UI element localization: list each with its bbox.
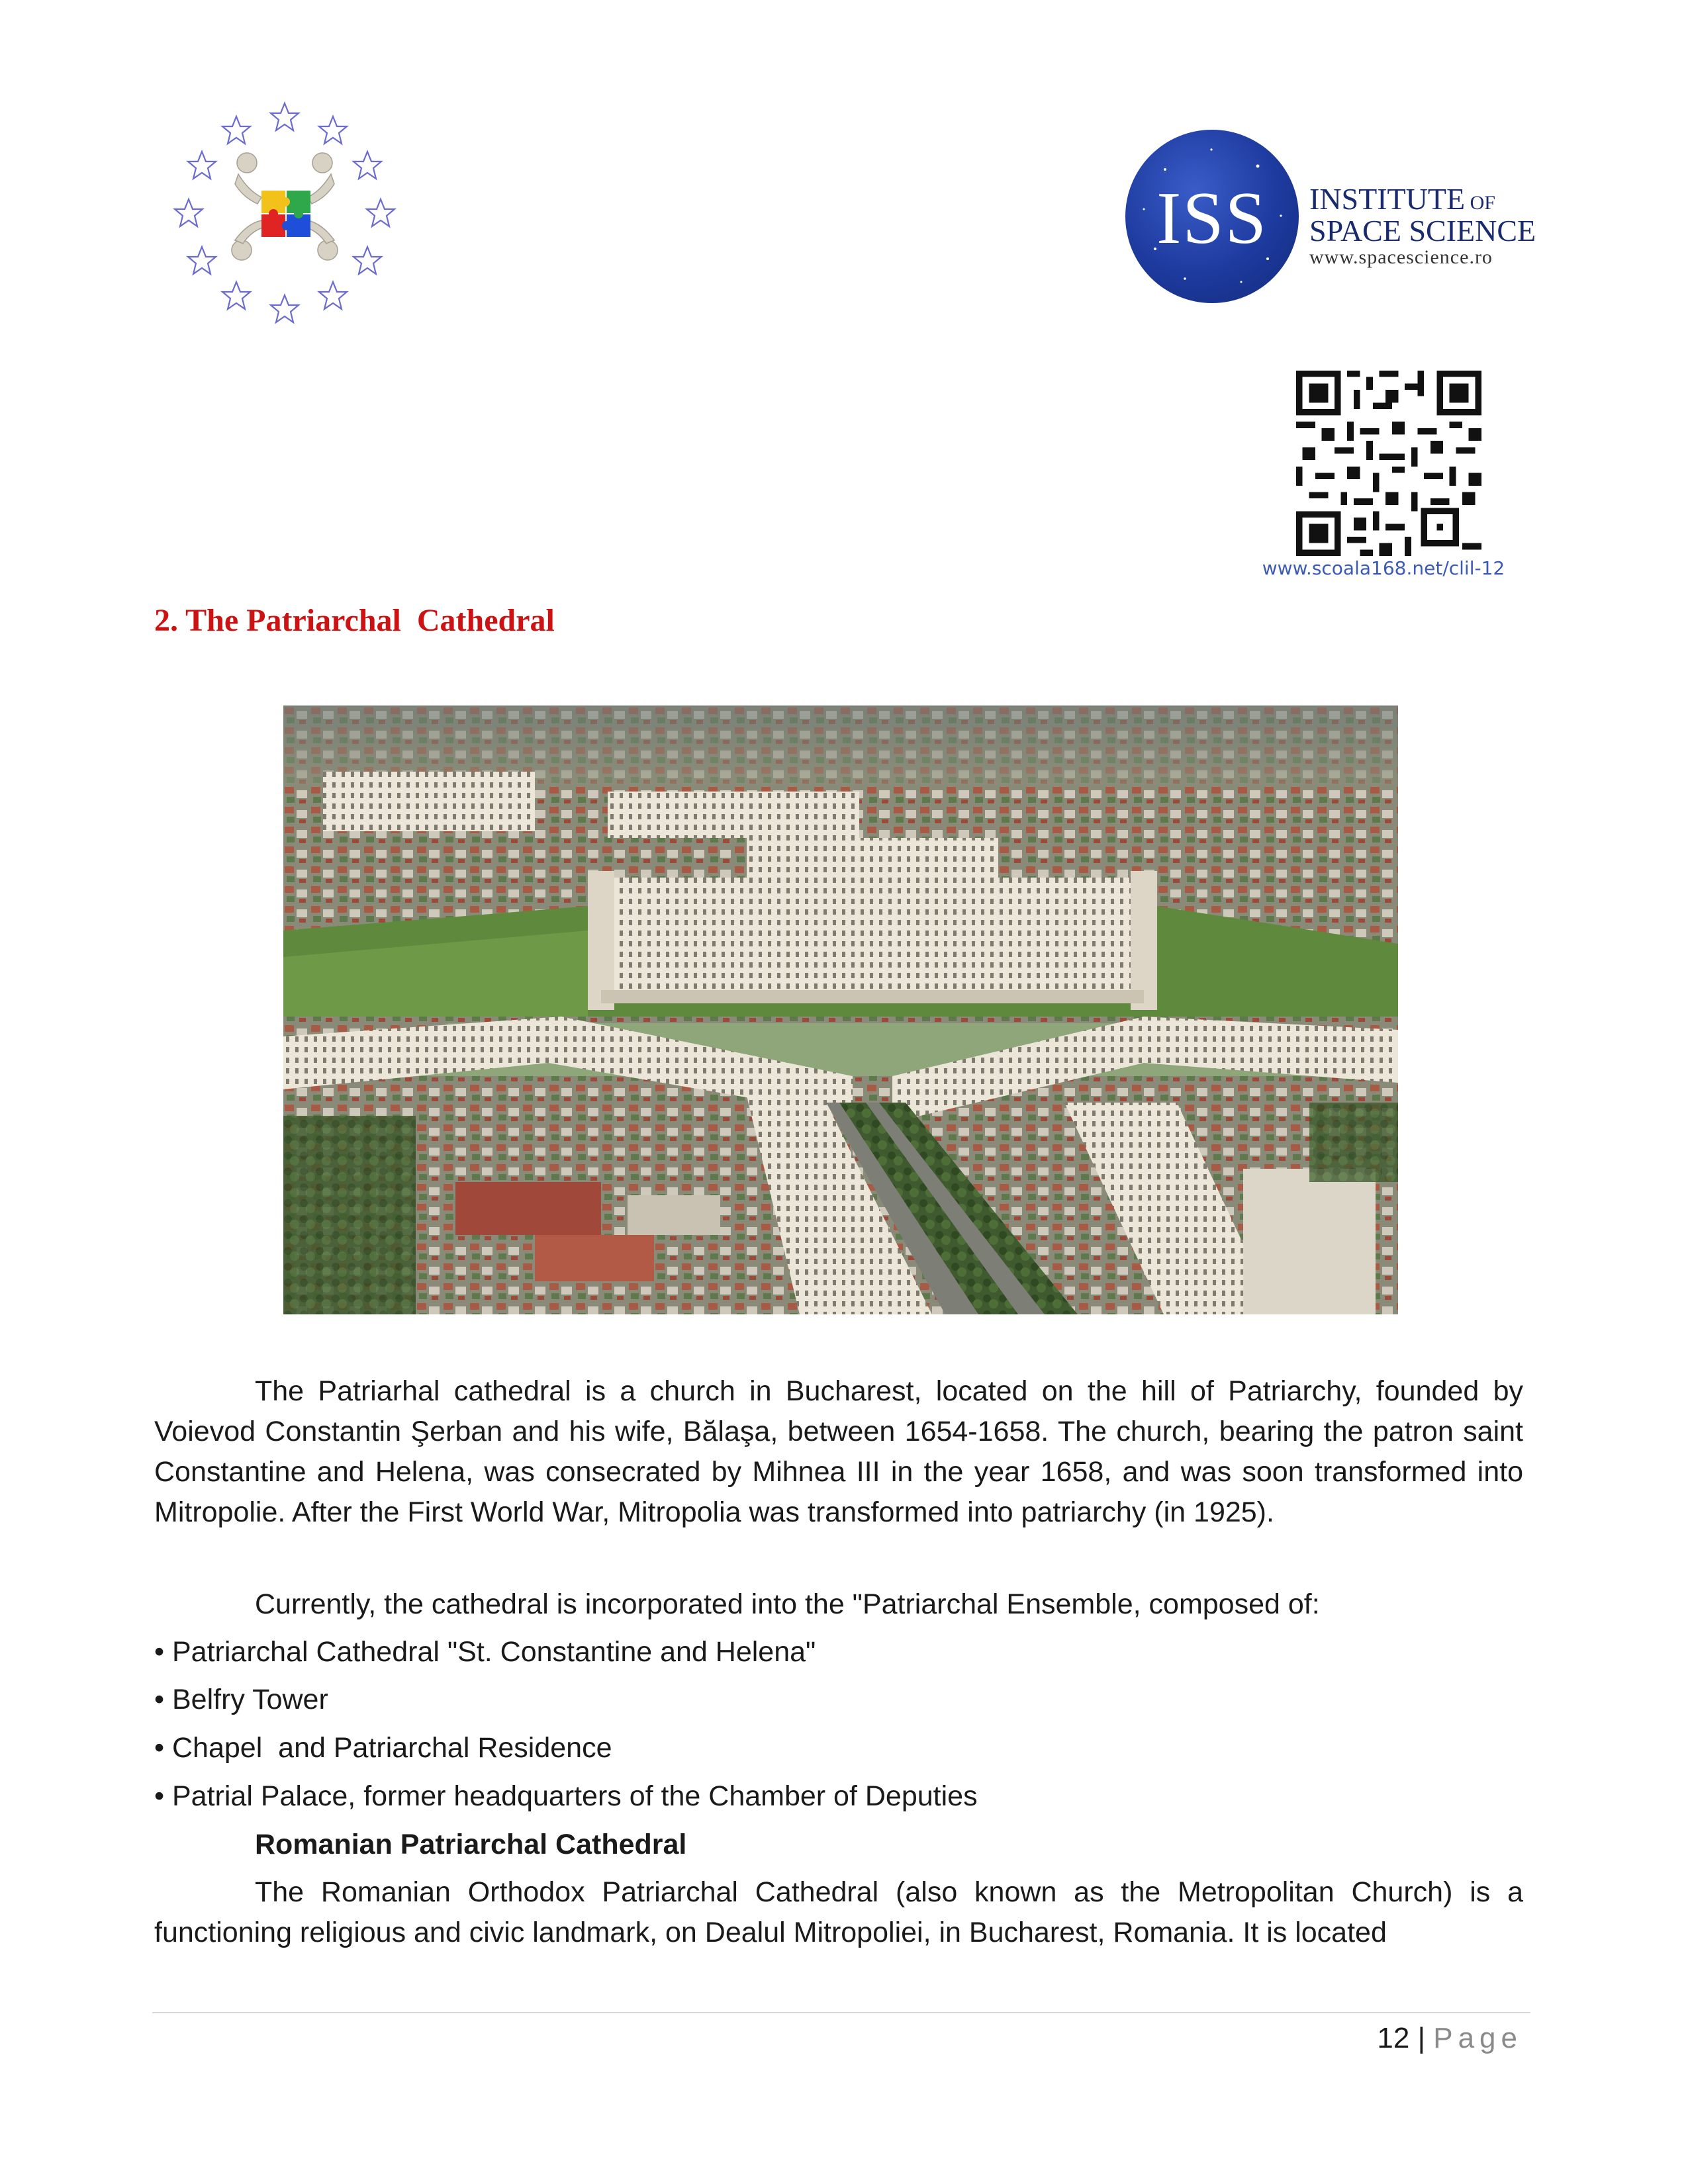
aerial-city-photo xyxy=(283,705,1398,1314)
list-item: • Patrial Palace, former headquarters of the Chamber of Deputies xyxy=(154,1780,978,1812)
qr-url-link[interactable]: www.scoala168.net/clil-12 xyxy=(1262,557,1505,579)
page-separator: | xyxy=(1417,2022,1425,2054)
page-footer xyxy=(1258,2013,1523,2064)
paragraph-romanian-cathedral: The Romanian Orthodox Patriarchal Cathedral (also known as the Metropolitan Church) is a functioning religious and civic landmark, on Dealul Mitropoliei, in Bucharest, Romania. It is located xyxy=(154,1876,1523,1948)
page-number: 12 xyxy=(1377,2022,1410,2054)
iss-letters: ISS xyxy=(1156,177,1268,259)
subheading: Romanian Patriarchal Cathedral xyxy=(255,1829,687,1860)
iss-line3: www.spacescience.ro xyxy=(1309,246,1493,268)
iss-line2: SPACE SCIENCE xyxy=(1309,214,1536,248)
list-item: • Patriarchal Cathedral "St. Constantine and Helena" xyxy=(154,1636,816,1668)
iss-line1 xyxy=(1309,181,1495,216)
iss-circle-emblem xyxy=(1125,130,1299,303)
list-item: • Belfry Tower xyxy=(154,1684,328,1715)
paragraph-ensemble-intro: Currently, the cathedral is incorporated into the "Patriarchal Ensemble, composed of: xyxy=(255,1588,1320,1620)
paragraph-history: The Patriarhal cathedral is a church in Bucharest, located on the hill of Patriarchy, founded by Voievod Constantin Şerban and his wife, Bălaşa, between 1654-1658. The church, bearing the patron saint Constantine and Helena, was consecrated by Mihnea III in the year 1658, and was soon transformed into Mitropolie. After the First World War, Mitropolia was transformed into patriarchy (in 1925). xyxy=(154,1375,1523,1528)
page-label: Page xyxy=(1433,2022,1523,2054)
iss-line1-main: INSTITUTE xyxy=(1309,182,1466,216)
section-title: 2. The Patriarchal Cathedral xyxy=(154,603,555,638)
list-item: • Chapel and Patriarchal Residence xyxy=(154,1732,612,1764)
iss-logo xyxy=(1125,130,1536,303)
puzzle-stars-logo xyxy=(169,98,400,330)
iss-line1-small: OF xyxy=(1470,192,1495,214)
qr-code[interactable] xyxy=(1296,371,1481,556)
